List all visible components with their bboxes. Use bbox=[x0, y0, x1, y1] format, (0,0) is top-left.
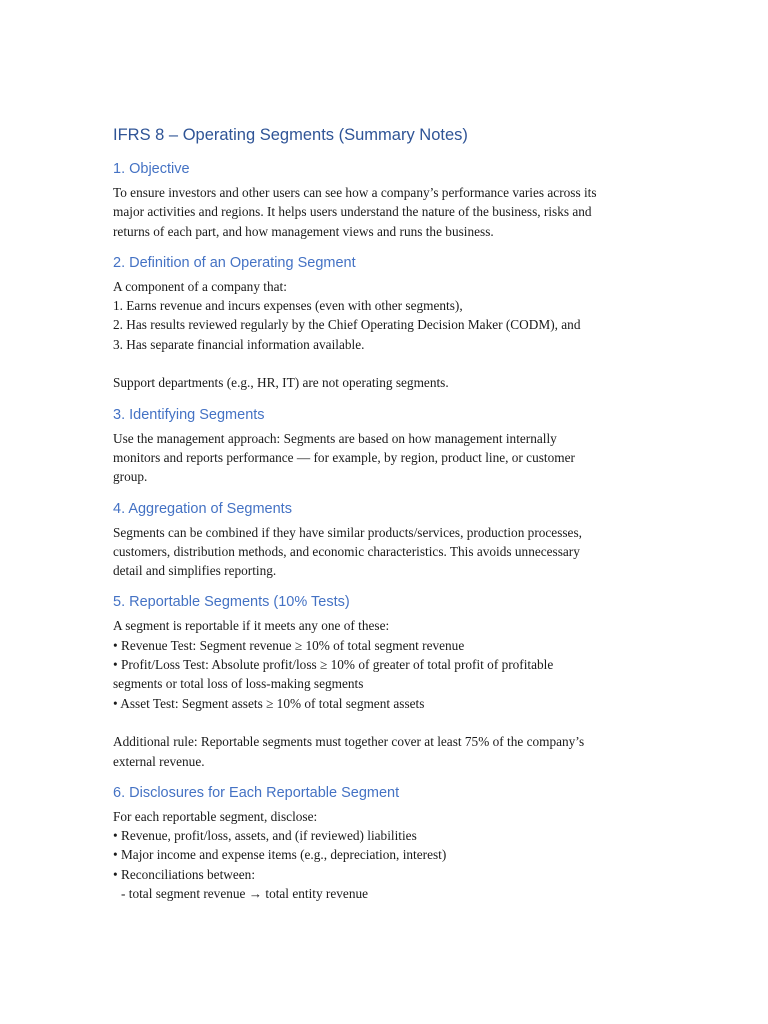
section-body bbox=[113, 183, 658, 241]
bullet-continuation: segments or total loss of loss-making segments bbox=[113, 676, 364, 692]
body-line: returns of each part, and how management views and runs the business. bbox=[113, 223, 494, 239]
list-item: 2. Has results reviewed regularly by the Chief Operating Decision Maker (CODM), and bbox=[113, 317, 581, 333]
body-line: For each reportable segment, disclose: bbox=[113, 808, 318, 824]
body-line: Use the management approach: Segments are based on how management internally bbox=[113, 430, 557, 446]
body-line: external revenue. bbox=[113, 753, 205, 769]
section-body bbox=[113, 429, 658, 487]
section-heading: 3. Identifying Segments bbox=[113, 406, 265, 423]
bullet-item: • Profit/Loss Test: Absolute profit/loss ≥ 10% of greater of total profit of profitable bbox=[113, 657, 554, 673]
section-objective bbox=[113, 159, 658, 241]
bullet-item: • Revenue, profit/loss, assets, and (if reviewed) liabilities bbox=[113, 828, 417, 844]
body-line: monitors and reports performance — for example, by region, product line, or customer bbox=[113, 449, 575, 465]
section-body bbox=[113, 616, 658, 770]
section-definition bbox=[113, 253, 658, 393]
section-reportable bbox=[113, 592, 658, 770]
document-content bbox=[113, 124, 658, 915]
document-title: IFRS 8 – Operating Segments (Summary Notes) bbox=[113, 126, 468, 144]
body-line: Segments can be combined if they have similar products/services, production processes, bbox=[113, 524, 582, 540]
section-aggregation bbox=[113, 499, 658, 581]
bullet-item: • Reconciliations between: bbox=[113, 866, 256, 882]
list-item: 3. Has separate financial information available. bbox=[113, 336, 365, 352]
section-heading: 5. Reportable Segments (10% Tests) bbox=[113, 594, 350, 611]
section-heading: 2. Definition of an Operating Segment bbox=[113, 254, 356, 271]
section-heading: 4. Aggregation of Segments bbox=[113, 500, 292, 517]
bullet-item: • Revenue Test: Segment revenue ≥ 10% of total segment revenue bbox=[113, 637, 465, 653]
bullet-item: • Asset Test: Segment assets ≥ 10% of total segment assets bbox=[113, 695, 425, 711]
body-line: major activities and regions. It helps users understand the nature of the business, risks and bbox=[113, 204, 592, 220]
body-line: customers, distribution methods, and economic characteristics. This avoids unnecessary bbox=[113, 543, 580, 559]
section-disclosures bbox=[113, 783, 658, 903]
body-line: Support departments (e.g., HR, IT) are not operating segments. bbox=[113, 375, 449, 391]
blank-line bbox=[113, 354, 658, 373]
blank-line bbox=[113, 713, 658, 732]
body-line: To ensure investors and other users can see how a company’s performance varies across its bbox=[113, 185, 597, 200]
body-line: group. bbox=[113, 469, 148, 485]
body-line: detail and simplifies reporting. bbox=[113, 563, 277, 579]
list-item: 1. Earns revenue and incurs expenses (even with other segments), bbox=[113, 298, 463, 314]
section-heading: 6. Disclosures for Each Reportable Segment bbox=[113, 784, 400, 801]
body-line: Additional rule: Reportable segments must together cover at least 75% of the company’s bbox=[113, 734, 585, 750]
section-identifying bbox=[113, 405, 658, 487]
sub-item: - total segment revenue → total entity revenue bbox=[121, 886, 369, 902]
section-body bbox=[113, 807, 658, 903]
section-heading: 1. Objective bbox=[113, 161, 190, 177]
section-body bbox=[113, 523, 658, 581]
body-line: A component of a company that: bbox=[113, 278, 287, 294]
section-body bbox=[113, 277, 658, 393]
bullet-item: • Major income and expense items (e.g., depreciation, interest) bbox=[113, 847, 447, 863]
body-line: A segment is reportable if it meets any one of these: bbox=[113, 618, 390, 634]
